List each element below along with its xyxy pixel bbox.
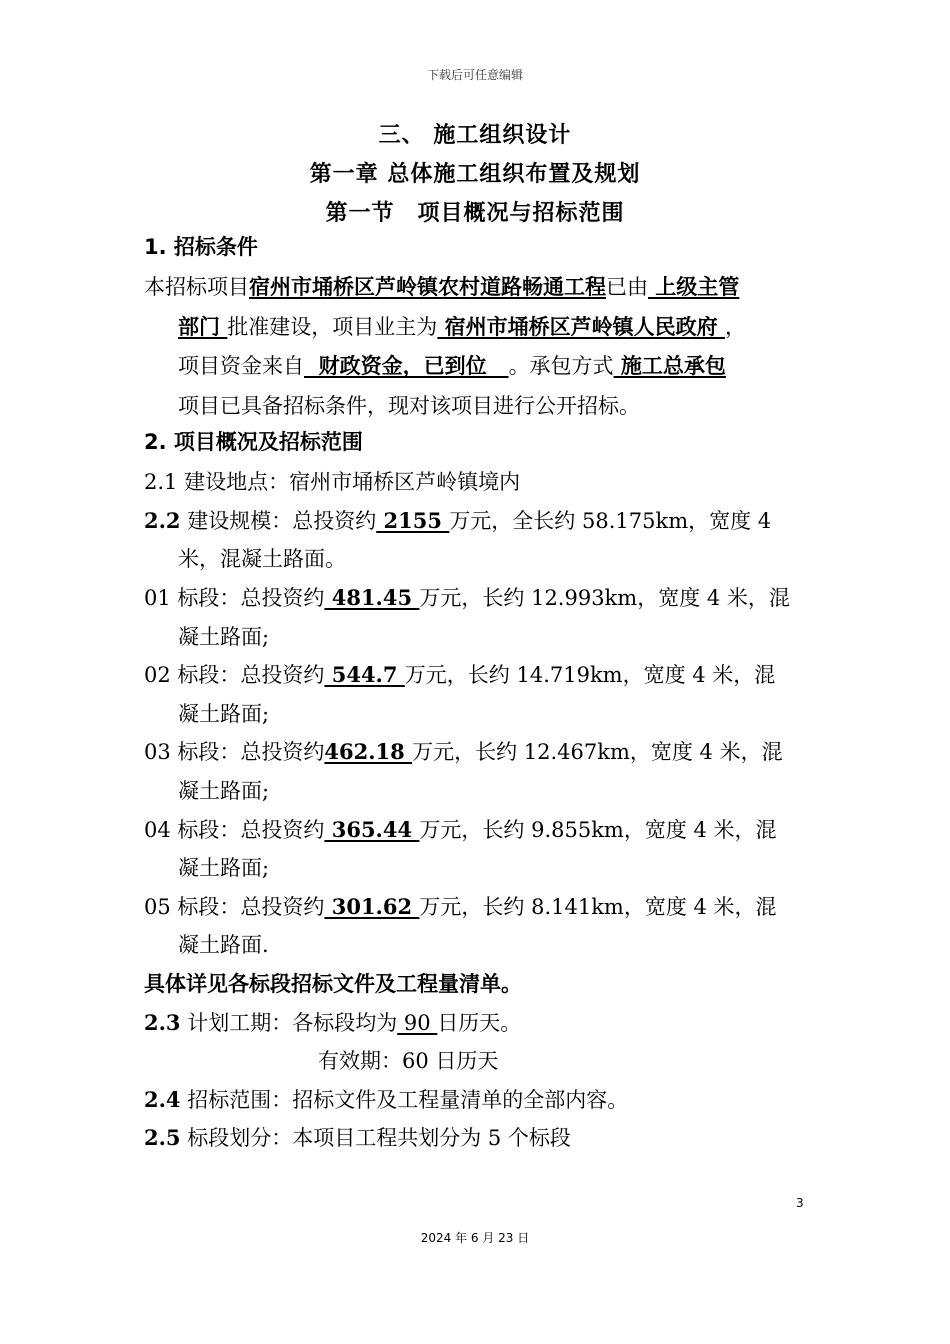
approver: 上级主管: [648, 275, 740, 299]
lot-05: [144, 893, 808, 921]
item-number: 2.5: [144, 1125, 181, 1150]
text-segment: 标段划分：本项目工程共划分为 5 个标段: [180, 1126, 571, 1150]
item-number: 2.2: [144, 508, 181, 533]
lot-label: 04 标段：总投资约: [144, 818, 325, 842]
item-2-1: 2.1 建设地点：宿州市埇桥区芦岭镇境内: [144, 470, 521, 494]
text-segment: 计划工期：各标段均为: [180, 1011, 398, 1035]
text-segment: 本招标项目: [144, 275, 249, 299]
main-title: 三、 施工组织设计: [378, 123, 572, 148]
item-number: 2.4: [144, 1087, 181, 1112]
lot-label: 01 标段：总投资约: [144, 586, 325, 610]
lot-03: [144, 738, 808, 766]
lot-amount: 481.45: [324, 585, 420, 610]
heading-project-overview: 2. 项目概况及招标范围: [144, 430, 363, 454]
lot-02: [144, 661, 808, 689]
contract-method: 施工总承包: [613, 354, 726, 378]
total-investment: 2155: [376, 508, 450, 533]
item-2-2-cont: 米，混凝土路面。: [178, 547, 346, 571]
lot-details: 万元，长约 12.467km，宽度 4 米，混: [412, 740, 783, 764]
text-segment: 。承包方式: [508, 354, 614, 378]
item-2-3: [144, 1009, 808, 1037]
text-segment: 万元，全长约 58.175km，宽度 4: [449, 509, 772, 533]
fund-source: 财政资金，已到位: [304, 354, 509, 378]
section-title: 第一节 项目概况与招标范围: [325, 201, 625, 226]
text-segment: 批准建设，项目业主为: [227, 315, 438, 339]
lot-details: 万元，长约 8.141km，宽度 4 米，混: [419, 895, 777, 919]
lot-02-cont: 凝土路面;: [178, 702, 270, 726]
header-note: 下载后可任意编辑: [426, 68, 523, 82]
project-name: 宿州市埇桥区芦岭镇农村道路畅通工程: [249, 275, 606, 299]
item-2-4: [144, 1086, 808, 1114]
paragraph-line: 项目已具备招标条件，现对该项目进行公开招标。: [178, 394, 640, 418]
lot-details: 万元，长约 14.719km，宽度 4 米，混: [404, 663, 776, 687]
lot-04: [144, 816, 808, 844]
lot-01: [144, 584, 808, 612]
lot-details: 万元，长约 12.993km，宽度 4 米，混: [419, 586, 790, 610]
item-number: 2.3: [144, 1010, 181, 1035]
text-segment: ，: [724, 315, 746, 339]
project-owner: 宿州市埇桥区芦岭镇人民政府: [437, 315, 725, 339]
details-note: 具体详见各标段招标文件及工程量清单。: [144, 972, 522, 996]
lot-03-cont: 凝土路面;: [178, 779, 270, 803]
item-2-5: [144, 1124, 808, 1152]
footer-date: 2024 年 6 月 23 日: [420, 1231, 530, 1245]
lot-amount: 301.62: [324, 894, 420, 919]
lot-label: 03 标段：总投资约: [144, 740, 325, 764]
lot-label: 05 标段：总投资约: [144, 895, 325, 919]
page-number: 3: [796, 1196, 804, 1210]
item-2-2: [144, 507, 808, 535]
text-segment: 日历天。: [437, 1011, 522, 1035]
lot-amount: 365.44: [324, 817, 420, 842]
heading-bidding-conditions: 1. 招标条件: [144, 235, 258, 259]
lot-label: 02 标段：总投资约: [144, 663, 325, 687]
lot-amount: 544.7: [324, 662, 405, 687]
lot-01-cont: 凝土路面;: [178, 625, 270, 649]
duration-days: 90: [397, 1011, 438, 1035]
paragraph-line: [144, 273, 808, 301]
lot-05-cont: 凝土路面.: [178, 933, 269, 957]
lot-04-cont: 凝土路面;: [178, 856, 270, 880]
text-segment: 项目资金来自: [178, 354, 304, 378]
lot-amount: 462.18: [324, 739, 413, 764]
lot-details: 万元，长约 9.855km，宽度 4 米，混: [419, 818, 777, 842]
text-segment: 招标范围：招标文件及工程量清单的全部内容。: [180, 1088, 629, 1112]
paragraph-line: [178, 352, 808, 380]
approver-cont: 部门: [178, 315, 228, 339]
text-segment: 已由: [606, 275, 648, 299]
validity-period: 有效期：60 日历天: [318, 1049, 499, 1073]
text-segment: 建设规模：总投资约: [180, 509, 377, 533]
paragraph-line: [178, 313, 808, 341]
chapter-title: 第一章 总体施工组织布置及规划: [309, 162, 641, 187]
